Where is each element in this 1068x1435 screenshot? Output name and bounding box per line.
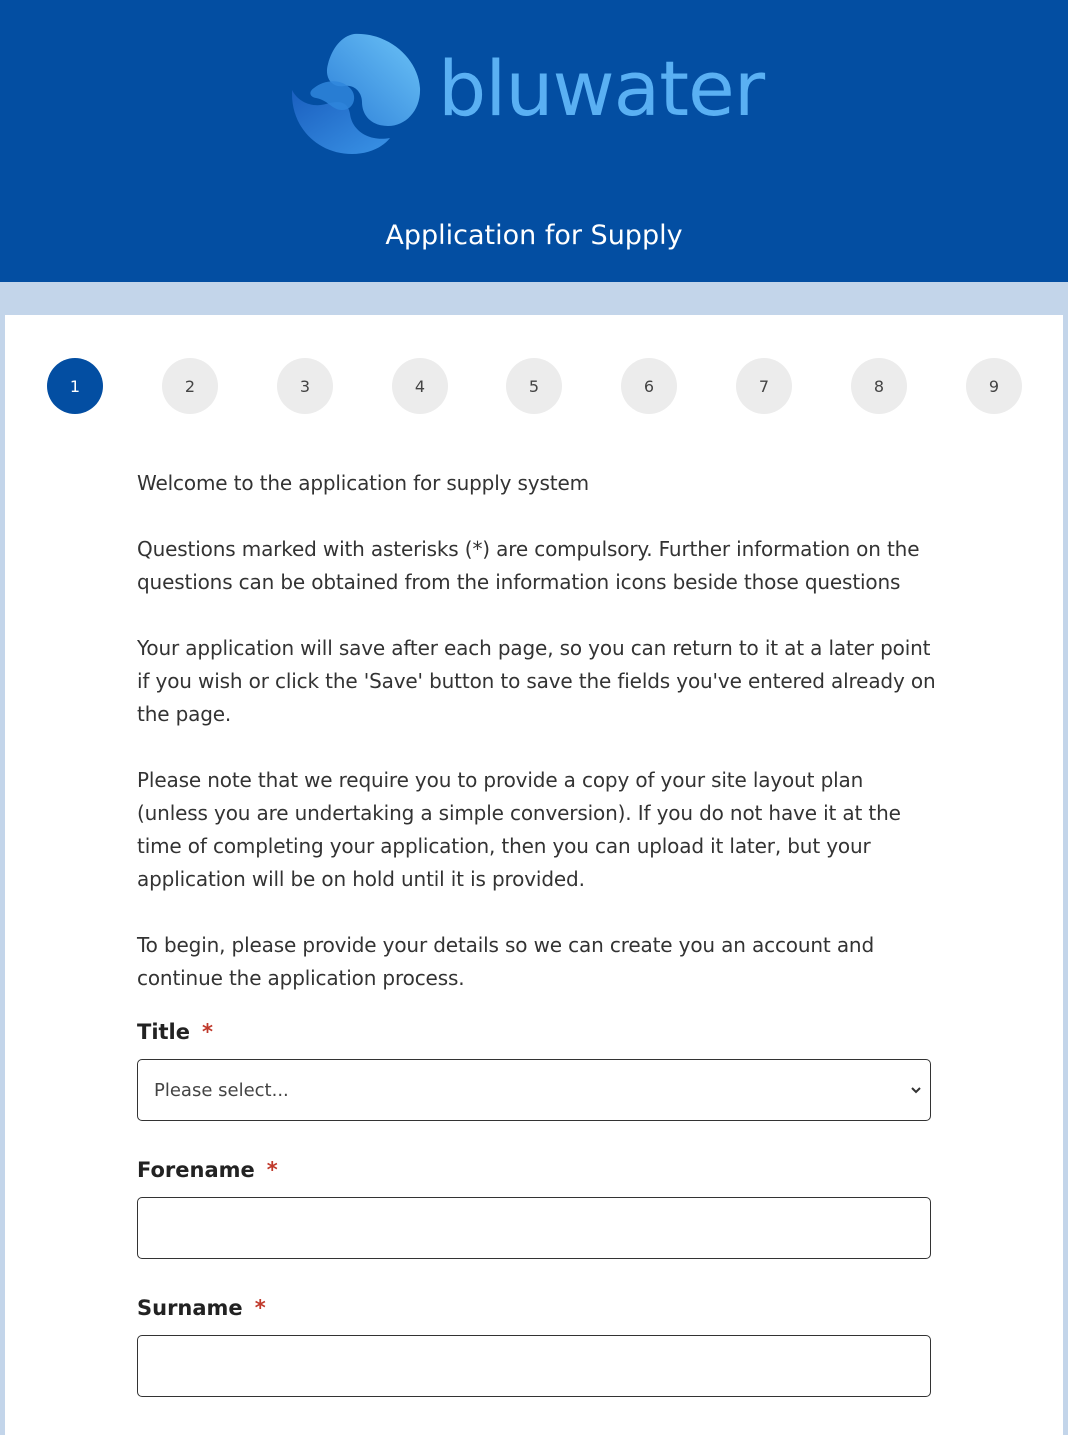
step-3[interactable]: 3 [277, 358, 333, 414]
intro-begin: To begin, please provide your details so we can create you an account and continue the application process. [137, 933, 874, 990]
forename-input[interactable] [137, 1197, 931, 1259]
intro-site-plan: Please note that we require you to provide a copy of your site layout plan (unless you are undertaking a simple conversion). If you do not have it at the time of completing your application, then you can upload it later, but your application will be on hold until it is provided. [137, 768, 901, 891]
surname-input[interactable] [137, 1335, 931, 1397]
page-title: Application for Supply [385, 220, 683, 251]
title-label-text: Title [137, 1020, 191, 1044]
step-8[interactable]: 8 [851, 358, 907, 414]
required-asterisk: * [254, 1296, 266, 1320]
step-7[interactable]: 7 [736, 358, 792, 414]
brand-wordmark: bluwater [438, 44, 765, 133]
title-label [137, 1017, 937, 1047]
required-asterisk: * [266, 1158, 278, 1182]
forename-label-text: Forename [137, 1158, 255, 1182]
step-9[interactable]: 9 [966, 358, 1022, 414]
step-5[interactable]: 5 [506, 358, 562, 414]
step-4[interactable]: 4 [392, 358, 448, 414]
step-2[interactable]: 2 [162, 358, 218, 414]
surname-label [137, 1293, 937, 1323]
surname-label-text: Surname [137, 1296, 243, 1320]
title-select[interactable] [137, 1059, 931, 1121]
forename-label [137, 1155, 937, 1185]
intro-welcome: Welcome to the application for supply system [137, 471, 589, 495]
bluwater-swirl-icon [288, 30, 422, 156]
step-1[interactable]: 1 [47, 358, 103, 414]
intro-save: Your application will save after each page, so you can return to it at a later point if you wish or click the 'Save' button to save the fields you've entered already on the page. [137, 636, 936, 726]
chevron-down-icon [910, 1084, 922, 1096]
form-panel [5, 315, 1063, 1435]
step-6[interactable]: 6 [621, 358, 677, 414]
step-progress [47, 358, 1023, 414]
title-select-value: Please select... [154, 1079, 289, 1101]
brand-logo[interactable] [288, 30, 778, 156]
required-asterisk: * [202, 1020, 213, 1044]
site-header [0, 0, 1068, 282]
intro-compulsory: Questions marked with asterisks (*) are compulsory. Further information on the questions can be obtained from the information icons beside those questions [137, 537, 920, 594]
form-content [137, 467, 937, 1431]
